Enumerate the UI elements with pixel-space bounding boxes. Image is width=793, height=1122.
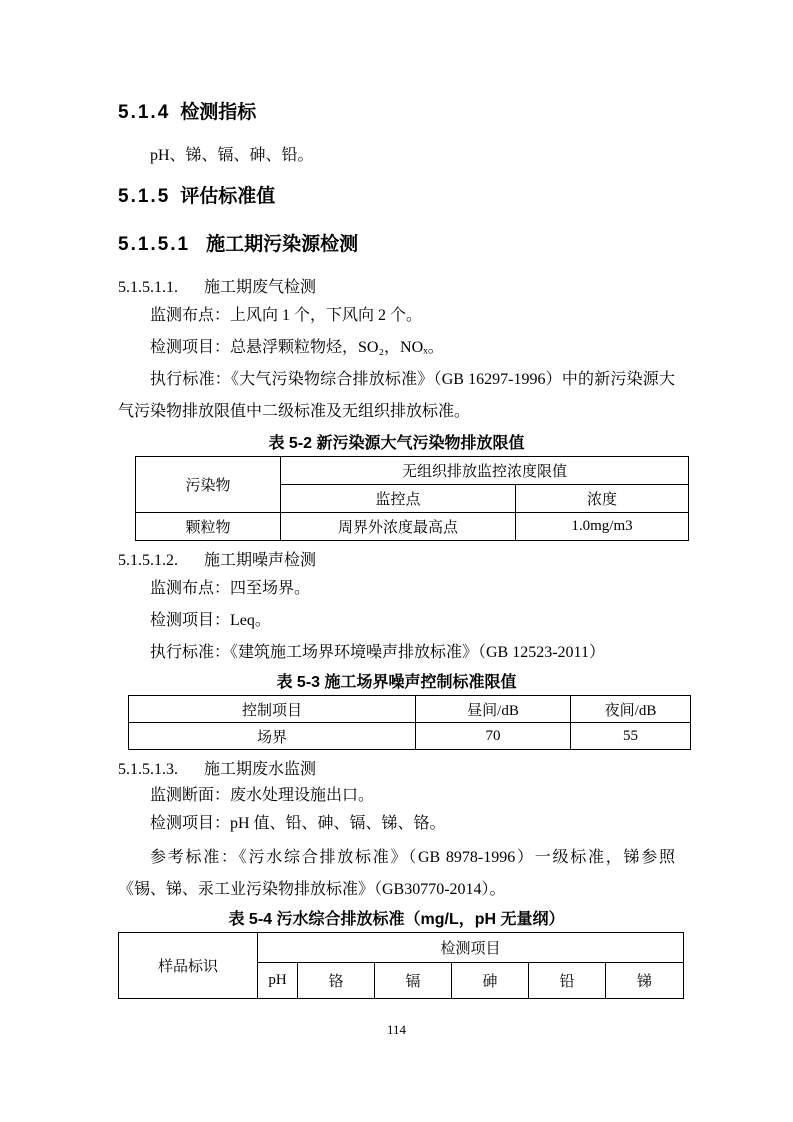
t54-header-sample-id: 样品标识 — [119, 933, 258, 999]
subsection-number: 5.1.5.1.1. — [118, 279, 178, 296]
section-heading-5-1-4 — [118, 100, 675, 126]
paragraph-noise-detection-items: 检测项目：Leq。 — [150, 612, 271, 629]
section-number: 5.1.5.1 — [118, 234, 191, 255]
paragraph-gas-detection-items: 检测项目：总悬浮颗粒物烃，SO₂，NOₓ。 — [150, 339, 444, 356]
t54-header-ph: pH — [258, 963, 298, 999]
table-row — [136, 513, 689, 541]
table-row — [129, 696, 691, 723]
section-number: 5.1.4 — [118, 102, 171, 123]
page-number: 114 — [386, 1022, 407, 1037]
t53-header-nighttime: 夜间/dB — [571, 696, 691, 723]
section-title: 施工期污染源检测 — [206, 234, 359, 255]
section-title: 检测指标 — [180, 102, 257, 123]
table-5-4-caption: 表 5-4 污水综合排放标准（mg/L，pH 无量纲） — [228, 911, 565, 928]
table-5-2-caption: 表 5-2 新污染源大气污染物排放限值 — [268, 435, 525, 452]
t52-header-point: 监控点 — [281, 485, 516, 513]
subsection-title: 施工期噪声检测 — [204, 552, 317, 569]
paragraph-water-monitoring-section: 监测断面：废水处理设施出口。 — [150, 787, 375, 804]
t52-cell-concentration: 1.0mg/m3 — [516, 513, 689, 541]
subsection-number: 5.1.5.1.3. — [118, 761, 178, 778]
table-row — [129, 723, 691, 750]
table-row — [119, 933, 684, 963]
t54-header-cadmium: 镉 — [375, 963, 452, 999]
t53-cell-daytime-limit: 70 — [416, 723, 571, 750]
t54-header-antimony: 锑 — [606, 963, 684, 999]
t54-header-arsenic: 砷 — [452, 963, 529, 999]
paragraph-water-detection-items: 检测项目：pH 值、铅、砷、镉、锑、铬。 — [150, 815, 446, 832]
t54-header-chromium: 铬 — [298, 963, 375, 999]
section-title: 评估标准值 — [180, 186, 276, 207]
t52-header-group: 无组织排放监控浓度限值 — [281, 457, 689, 485]
t54-header-group: 检测项目 — [258, 933, 684, 963]
subsection-title: 施工期废气检测 — [204, 279, 317, 296]
subsection-title: 施工期废水监测 — [204, 761, 317, 778]
table-5-3 — [128, 695, 691, 750]
table-5-4 — [118, 932, 684, 999]
table-5-3-caption: 表 5-3 施工场界噪声控制标准限值 — [276, 674, 517, 691]
table-5-2 — [135, 456, 689, 541]
t53-cell-nighttime-limit: 55 — [571, 723, 691, 750]
subsection-heading-5-1-5-1-1 — [118, 276, 675, 300]
subsection-heading-5-1-5-1-2 — [118, 549, 675, 573]
t52-cell-pollutant: 颗粒物 — [136, 513, 281, 541]
paragraph-detection-indicators: pH、锑、镉、砷、铅。 — [150, 147, 314, 164]
section-heading-5-1-5-1 — [118, 232, 675, 258]
paragraph-gas-monitoring-points: 监测布点：上风向 1 个，下风向 2 个。 — [150, 307, 423, 324]
paragraph-noise-monitoring-points: 监测布点：四至场界。 — [150, 580, 311, 597]
t52-header-pollutant: 污染物 — [136, 457, 281, 513]
subsection-number: 5.1.5.1.2. — [118, 552, 178, 569]
paragraph-noise-standard: 执行标准：《建筑施工场界环境噪声排放标准》（GB 12523-2011） — [150, 644, 605, 661]
paragraph-gas-standard: 执行标准：《大气污染物综合排放标准》（GB 16297-1996）中的新污染源大气污染物排放限值中二级标准及无组织排放标准。 — [118, 371, 675, 420]
t53-cell-boundary: 场界 — [129, 723, 416, 750]
t52-header-concentration: 浓度 — [516, 485, 689, 513]
t53-header-control-item: 控制项目 — [129, 696, 416, 723]
section-number: 5.1.5 — [118, 186, 171, 207]
t54-header-lead: 铅 — [529, 963, 606, 999]
t52-cell-point: 周界外浓度最高点 — [281, 513, 516, 541]
paragraph-water-standard: 参考标准：《污水综合排放标准》（GB 8978-1996）一级标准，锑参照《锡、锑、汞工业污染物排放标准》（GB30770-2014）。 — [118, 849, 675, 898]
subsection-heading-5-1-5-1-3 — [118, 758, 675, 782]
t53-header-daytime: 昼间/dB — [416, 696, 571, 723]
section-heading-5-1-5 — [118, 184, 675, 210]
table-row — [136, 457, 689, 485]
